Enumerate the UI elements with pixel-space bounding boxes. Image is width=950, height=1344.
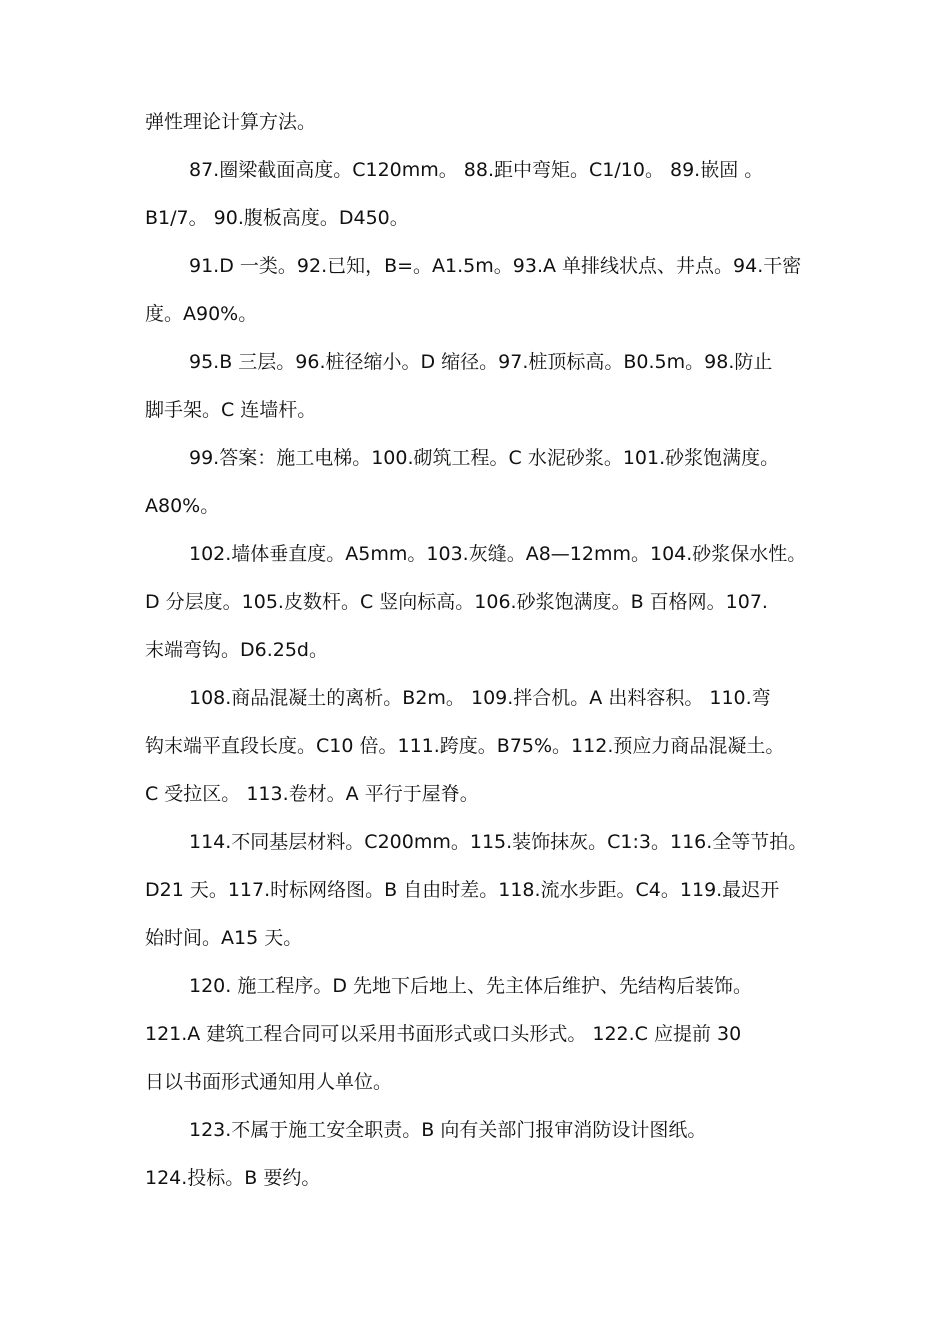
text-line: 87.圈梁截面高度。C120mm。 88.距中弯矩。C1/10。 89.嵌固 。 <box>189 159 764 181</box>
text-line: 弹性理论计算方法。 <box>145 111 317 133</box>
text-line: 钩末端平直段长度。C10 倍。111.跨度。B75%。112.预应力商品混凝土。 <box>145 735 785 757</box>
text-line: 123.不属于施工安全职责。B 向有关部门报审消防设计图纸。 <box>189 1119 707 1141</box>
text-line: 102.墙体垂直度。A5mm。103.灰缝。A8—12mm。104.砂浆保水性。 <box>189 543 807 565</box>
document-body <box>145 110 821 1214</box>
text-line: 114.不同基层材料。C200mm。115.装饰抹灰。C1:3。116.全等节拍。 <box>189 831 808 853</box>
text-line: A80%。 <box>145 495 220 517</box>
text-line: B1/7。 90.腹板高度。D450。 <box>145 207 409 229</box>
text-line: 末端弯钩。D6.25d。 <box>145 639 328 661</box>
text-line: 99.答案：施工电梯。100.砌筑工程。C 水泥砂浆。101.砂浆饱满度。 <box>189 447 780 469</box>
text-line: 脚手架。C 连墙杆。 <box>145 399 317 421</box>
text-line: 度。A90%。 <box>145 303 258 325</box>
text-line: C 受拉区。 113.卷材。A 平行于屋脊。 <box>145 783 479 805</box>
text-line: 120. 施工程序。D 先地下后地上、先主体后维护、先结构后装饰。 <box>189 975 753 997</box>
text-line: 95.B 三层。96.桩径缩小。D 缩径。97.桩顶标高。B0.5m。98.防止 <box>189 351 773 373</box>
text-line: 91.D 一类。92.已知，B=。A1.5m。93.A 单排线状点、井点。94.干密 <box>189 255 802 277</box>
text-line: 108.商品混凝土的离析。B2m。 109.拌合机。A 出料容积。 110.弯 <box>189 687 771 709</box>
text-line: 日以书面形式通知用人单位。 <box>145 1071 393 1093</box>
text-line: 124.投标。B 要约。 <box>145 1167 321 1189</box>
text-line: 始时间。A15 天。 <box>145 927 303 949</box>
text-line: D 分层度。105.皮数杆。C 竖向标高。106.砂浆饱满度。B 百格网。107. <box>145 591 768 613</box>
text-line: 121.A 建筑工程合同可以采用书面形式或口头形式。 122.C 应提前 30 <box>145 1023 742 1045</box>
text-line: D21 天。117.时标网络图。B 自由时差。118.流水步距。C4。119.最迟开 <box>145 879 780 901</box>
